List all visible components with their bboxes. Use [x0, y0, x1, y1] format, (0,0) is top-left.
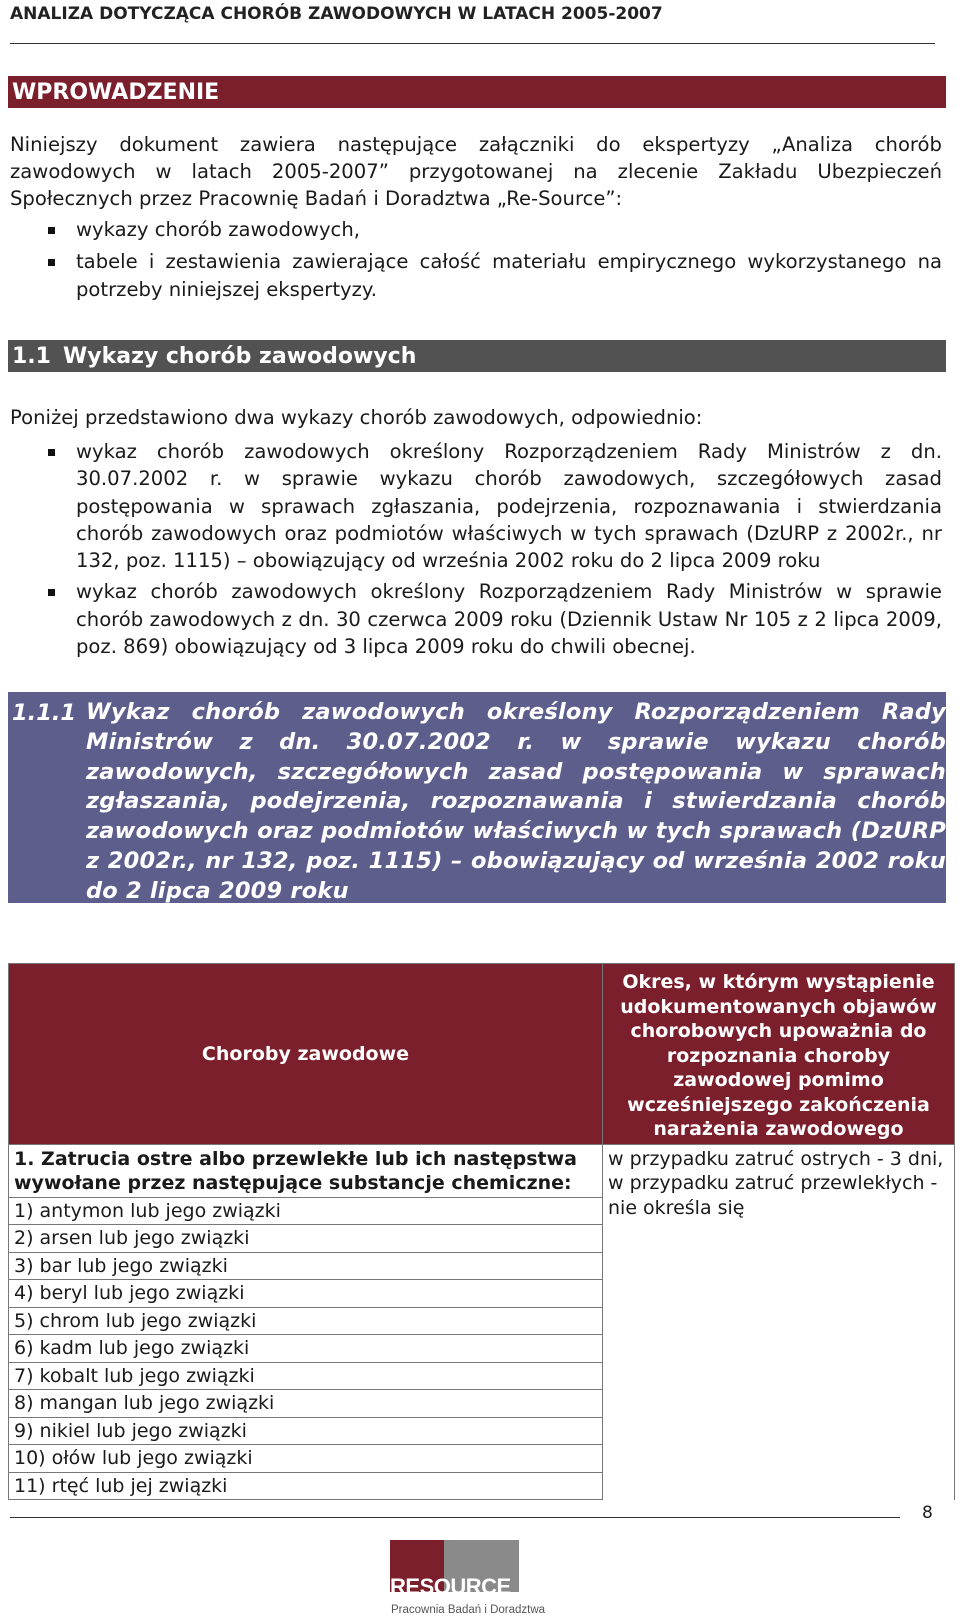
resource-logo — [390, 1540, 546, 1620]
table-cell: 6) kadm lub jego związki — [9, 1335, 603, 1363]
section-title: Wykazy chorób zawodowych — [62, 344, 417, 369]
table-cell: 3) bar lub jego związki — [9, 1252, 603, 1280]
section-1-1-1-heading — [8, 692, 946, 903]
page-number: 8 — [922, 1503, 933, 1523]
table-cell: 4) beryl lub jego związki — [9, 1280, 603, 1308]
square-bullet-icon — [48, 227, 55, 234]
header-rule — [10, 43, 935, 44]
column-header-diseases: Choroby zawodowe — [9, 964, 603, 1145]
running-title: ANALIZA DOTYCZĄCA CHORÓB ZAWODOWYCH W LATACH 2005-2007 — [10, 4, 663, 24]
footer-rule — [10, 1517, 900, 1518]
list-item: wykazy chorób zawodowych, — [10, 216, 942, 243]
section-title: Wykaz chorób zawodowych określony Rozporządzeniem Rady Ministrów z dn. 30.07.2002 r. w sprawie wykazu chorób zawodowych, szczegółowych zasad postępowania w sprawach zgłaszania, podejrzenia, rozpoznawania i stwierdzania chorób zawodowych oraz podmiotów właściwych w tych sprawach (DzURP z 2002r., nr 132, poz. 1115) – obowiązujący od września 2002 roku do 2 lipca 2009 roku — [86, 699, 946, 904]
group-title: 1. Zatrucia ostre albo przewlekłe lub ich następstwa wywołane przez następujące substancje chemiczne: — [9, 1144, 603, 1197]
section-1-1-paragraph: Poniżej przedstawiono dwa wykazy chorób zawodowych, odpowiednio: — [10, 406, 703, 429]
table-cell: 5) chrom lub jego związki — [9, 1307, 603, 1335]
table-cell: 8) mangan lub jego związki — [9, 1390, 603, 1418]
table-cell: 2) arsen lub jego związki — [9, 1225, 603, 1253]
table-header-row — [9, 964, 955, 1145]
column-header-period: Okres, w którym wystąpienie udokumentowanych objawów chorobowych upoważnia do rozpoznania choroby zawodowej pomimo wcześniejszego zakończenia narażenia zawodowego — [603, 964, 955, 1145]
table-cell: 7) kobalt lub jego związki — [9, 1362, 603, 1390]
list-item: tabele i zestawienia zawierające całość materiału empirycznego wykorzystanego na potrzeby niniejszej ekspertyzy. — [10, 248, 942, 303]
square-bullet-icon — [48, 589, 55, 596]
section-1-1-bullet-list — [10, 438, 942, 660]
table-cell: 11) rtęć lub jej związki — [9, 1472, 603, 1500]
table-cell: 9) nikiel lub jego związki — [9, 1417, 603, 1445]
disease-table — [8, 963, 955, 1500]
section-1-1-heading — [8, 340, 946, 372]
logo-wordmark: RESOURCE — [390, 1574, 511, 1599]
intro-heading: WPROWADZENIE — [8, 76, 946, 108]
section-number: 1.1 — [12, 344, 51, 369]
table-cell: 1) antymon lub jego związki — [9, 1197, 603, 1225]
section-number: 1.1.1 — [12, 700, 77, 726]
logo-subtitle: Pracownia Badań i Doradztwa — [391, 1604, 546, 1616]
table-cell: 10) ołów lub jego związki — [9, 1445, 603, 1473]
intro-paragraph: Niniejszy dokument zawiera następujące załączniki do ekspertyzy „Analiza chorób zawodowych w latach 2005-2007” przygotowanej na zlecenie Zakładu Ubezpieczeń Społecznych przez Pracownię Badań i Doradztwa „Re-Source”: — [10, 133, 942, 210]
table-row — [9, 1144, 955, 1197]
group-period: w przypadku zatruć ostrych - 3 dni, w przypadku zatruć przewlekłych - nie określa się — [603, 1144, 955, 1500]
list-item: wykaz chorób zawodowych określony Rozporządzeniem Rady Ministrów z dn. 30.07.2002 r. w sprawie wykazu chorób zawodowych, szczegółowych zasad postępowania w sprawach zgłaszania, podejrzenia, rozpoznawania i stwierdzania chorób zawodowych oraz podmiotów właściwych w tych sprawach (DzURP z 2002r., nr 132, poz. 1115) – obowiązujący od września 2002 roku do 2 lipca 2009 roku — [10, 438, 942, 574]
square-bullet-icon — [48, 259, 55, 266]
list-item: wykaz chorób zawodowych określony Rozporządzeniem Rady Ministrów w sprawie chorób zawodowych z dn. 30 czerwca 2009 roku (Dziennik Ustaw Nr 105 z 2 lipca 2009, poz. 869) obowiązujący od 3 lipca 2009 roku do chwili obecnej. — [10, 578, 942, 660]
intro-bullet-list — [10, 216, 942, 303]
square-bullet-icon — [48, 449, 55, 456]
